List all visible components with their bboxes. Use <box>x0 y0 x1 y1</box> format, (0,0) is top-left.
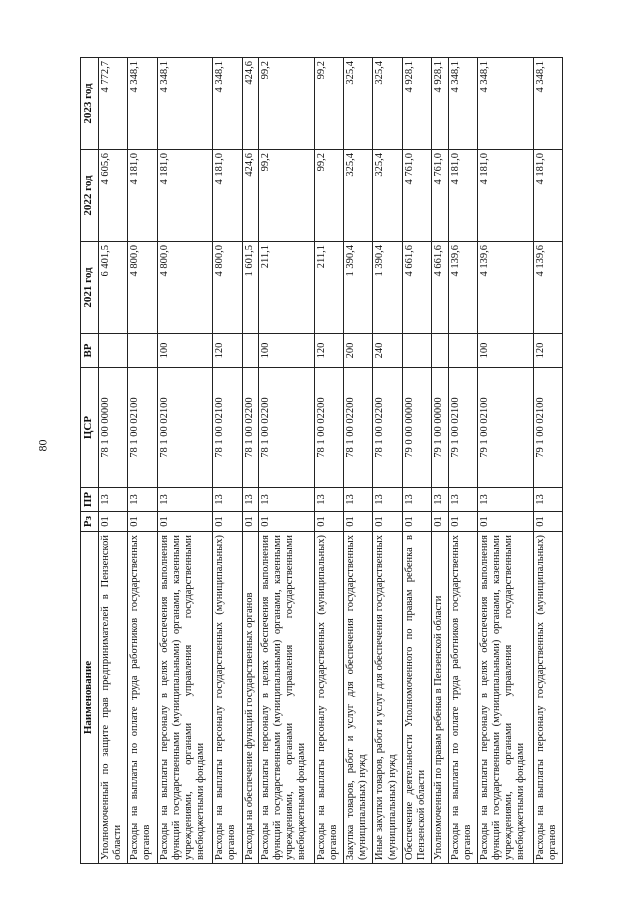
cell-rz: 01 <box>314 512 343 532</box>
cell-pr: 13 <box>478 488 534 512</box>
cell-2022: 4 605,6 <box>99 150 128 242</box>
cell-vr: 120 <box>533 334 562 368</box>
table-row <box>157 58 213 864</box>
cell-csr: 78 1 00 02200 <box>373 368 402 488</box>
cell-vr: 100 <box>478 334 534 368</box>
cell-vr: 240 <box>373 334 402 368</box>
cell-2022: 325,4 <box>344 150 373 242</box>
cell-2023: 4 348,1 <box>128 58 157 150</box>
cell-csr: 79 1 00 02100 <box>448 368 477 488</box>
cell-pr: 13 <box>373 488 402 512</box>
table-row <box>314 58 343 864</box>
table-row <box>533 58 562 864</box>
cell-name: Расходы на выплаты персоналу государственных (муниципальных) органов <box>213 532 242 864</box>
cell-vr: 100 <box>259 334 315 368</box>
cell-2023: 99,2 <box>314 58 343 150</box>
header-rz: Рз <box>81 512 99 532</box>
cell-name: Расходы на выплаты персоналу в целях обеспечения выполнения функций государственными (муниципальными) органами, казенными учреждениями, органами управления государственными внебюджетными фондами <box>259 532 315 864</box>
cell-pr: 13 <box>448 488 477 512</box>
cell-2023: 4 348,1 <box>157 58 213 150</box>
cell-vr <box>128 334 157 368</box>
cell-name: Расходы на выплаты по оплате труда работников государственных органов <box>448 532 477 864</box>
cell-vr: 100 <box>157 334 213 368</box>
table-row <box>432 58 448 864</box>
header-csr: ЦСР <box>81 368 99 488</box>
cell-pr: 13 <box>533 488 562 512</box>
cell-2023: 4 928,1 <box>432 58 448 150</box>
budget-table <box>80 57 563 864</box>
cell-pr: 13 <box>432 488 448 512</box>
cell-2022: 325,4 <box>373 150 402 242</box>
cell-rz: 01 <box>213 512 242 532</box>
cell-2022: 4 181,0 <box>213 150 242 242</box>
cell-csr: 78 1 00 02100 <box>213 368 242 488</box>
cell-vr <box>99 334 128 368</box>
cell-rz: 01 <box>432 512 448 532</box>
cell-2021: 4 661,6 <box>432 242 448 334</box>
cell-rz: 01 <box>448 512 477 532</box>
cell-rz: 01 <box>533 512 562 532</box>
table-row <box>402 58 431 864</box>
cell-2021: 1 390,4 <box>344 242 373 334</box>
table-row <box>259 58 315 864</box>
cell-csr: 78 1 00 02200 <box>314 368 343 488</box>
cell-csr: 79 1 00 02100 <box>478 368 534 488</box>
table-row <box>128 58 157 864</box>
cell-vr: 200 <box>344 334 373 368</box>
table-header-row <box>81 58 99 864</box>
cell-csr: 78 1 00 02200 <box>344 368 373 488</box>
cell-pr: 13 <box>213 488 242 512</box>
cell-2022: 4 761,0 <box>432 150 448 242</box>
budget-table-container <box>80 58 563 864</box>
cell-vr: 120 <box>314 334 343 368</box>
cell-name: Обеспечение деятельности Уполномоченного по правам ребенка в Пензенской области <box>402 532 431 864</box>
cell-2023: 424,6 <box>242 58 258 150</box>
page-number: 80 <box>35 439 50 452</box>
cell-rz: 01 <box>99 512 128 532</box>
cell-2021: 4 800,0 <box>213 242 242 334</box>
cell-pr: 13 <box>128 488 157 512</box>
cell-vr <box>432 334 448 368</box>
cell-2023: 325,4 <box>373 58 402 150</box>
cell-name: Уполномоченный по правам ребенка в Пензенской области <box>432 532 448 864</box>
cell-2021: 211,1 <box>259 242 315 334</box>
cell-csr: 78 1 00 02100 <box>157 368 213 488</box>
cell-2022: 99,2 <box>314 150 343 242</box>
cell-2023: 4 348,1 <box>448 58 477 150</box>
cell-name: Закупка товаров, работ и услуг для обеспечения государственных (муниципальных) нужд <box>344 532 373 864</box>
cell-2021: 4 800,0 <box>128 242 157 334</box>
cell-csr: 78 1 00 02200 <box>242 368 258 488</box>
table-row <box>448 58 477 864</box>
cell-2022: 4 181,0 <box>478 150 534 242</box>
cell-rz: 01 <box>373 512 402 532</box>
cell-pr: 13 <box>344 488 373 512</box>
cell-2021: 1 601,5 <box>242 242 258 334</box>
table-row <box>478 58 534 864</box>
cell-name: Расходы на обеспечение функций государственных органов <box>242 532 258 864</box>
cell-2021: 1 390,4 <box>373 242 402 334</box>
cell-name: Расходы на выплаты персоналу в целях обеспечения выполнения функций государственными (муниципальными) органами, казенными учреждениями, органами управления государственными внебюджетными фондами <box>478 532 534 864</box>
cell-2022: 4 761,0 <box>402 150 431 242</box>
header-2022: 2022 год <box>81 150 99 242</box>
cell-2023: 4 928,1 <box>402 58 431 150</box>
cell-2023: 4 772,7 <box>99 58 128 150</box>
cell-2021: 211,1 <box>314 242 343 334</box>
header-2021: 2021 год <box>81 242 99 334</box>
cell-2023: 99,2 <box>259 58 315 150</box>
cell-name: Расходы на выплаты персоналу государственных (муниципальных) органов <box>533 532 562 864</box>
cell-2023: 4 348,1 <box>213 58 242 150</box>
cell-2022: 4 181,0 <box>448 150 477 242</box>
cell-2023: 4 348,1 <box>478 58 534 150</box>
cell-name: Расходы на выплаты персоналу государственных (муниципальных) органов <box>314 532 343 864</box>
cell-rz: 01 <box>242 512 258 532</box>
cell-2022: 99,2 <box>259 150 315 242</box>
cell-2022: 4 181,0 <box>157 150 213 242</box>
cell-2021: 6 401,5 <box>99 242 128 334</box>
cell-rz: 01 <box>128 512 157 532</box>
cell-2021: 4 139,6 <box>533 242 562 334</box>
cell-2023: 4 348,1 <box>533 58 562 150</box>
cell-rz: 01 <box>259 512 315 532</box>
cell-csr: 79 1 00 02100 <box>533 368 562 488</box>
cell-vr <box>242 334 258 368</box>
cell-2021: 4 139,6 <box>478 242 534 334</box>
cell-rz: 01 <box>344 512 373 532</box>
cell-rz: 01 <box>157 512 213 532</box>
table-row <box>344 58 373 864</box>
cell-2021: 4 661,6 <box>402 242 431 334</box>
cell-csr: 79 0 00 00000 <box>402 368 431 488</box>
cell-csr: 78 1 00 00000 <box>99 368 128 488</box>
cell-2022: 4 181,0 <box>128 150 157 242</box>
cell-csr: 78 1 00 02200 <box>259 368 315 488</box>
cell-rz: 01 <box>402 512 431 532</box>
table-row <box>242 58 258 864</box>
cell-pr: 13 <box>314 488 343 512</box>
cell-csr: 79 1 00 00000 <box>432 368 448 488</box>
header-vr: ВР <box>81 334 99 368</box>
cell-2022: 4 181,0 <box>533 150 562 242</box>
cell-2021: 4 800,0 <box>157 242 213 334</box>
cell-pr: 13 <box>259 488 315 512</box>
cell-vr <box>448 334 477 368</box>
header-name: Наименование <box>81 532 99 864</box>
cell-vr <box>402 334 431 368</box>
table-row <box>373 58 402 864</box>
cell-vr: 120 <box>213 334 242 368</box>
cell-2021: 4 139,6 <box>448 242 477 334</box>
table-row <box>99 58 128 864</box>
cell-csr: 78 1 00 02100 <box>128 368 157 488</box>
header-2023: 2023 год <box>81 58 99 150</box>
cell-pr: 13 <box>402 488 431 512</box>
cell-2022: 424,6 <box>242 150 258 242</box>
cell-name: Расходы на выплаты по оплате труда работников государственных органов <box>128 532 157 864</box>
cell-pr: 13 <box>242 488 258 512</box>
table-row <box>213 58 242 864</box>
cell-name: Расходы на выплаты персоналу в целях обеспечения выполнения функций государственными (муниципальными) органами, казенными учреждениями, органами управления государственными внебюджетными фондами <box>157 532 213 864</box>
cell-name: Иные закупки товаров, работ и услуг для обеспечения государственных (муниципальных) нужд <box>373 532 402 864</box>
cell-pr: 13 <box>157 488 213 512</box>
cell-2023: 325,4 <box>344 58 373 150</box>
cell-pr: 13 <box>99 488 128 512</box>
header-pr: ПР <box>81 488 99 512</box>
cell-name: Уполномоченный по защите прав предпринимателей в Пензенской области <box>99 532 128 864</box>
cell-rz: 01 <box>478 512 534 532</box>
